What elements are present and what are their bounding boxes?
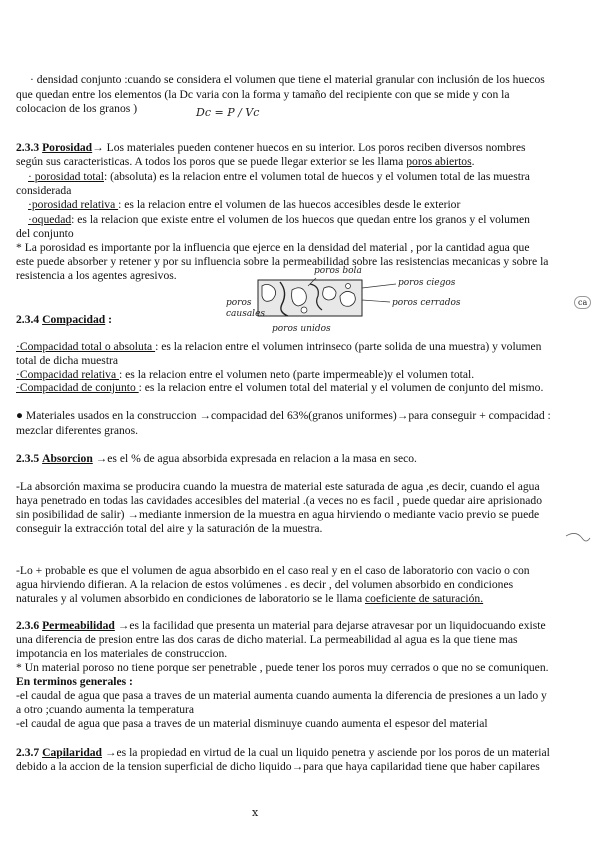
permeabilidad-line-7: a otro ;cuando aumenta la temperatura <box>16 703 195 716</box>
permeabilidad-line-3: impotancia en los materiales de construccion. <box>16 647 228 660</box>
absorcion-line-4: conseguir la extracción total del aire y la saturación de la muestra. <box>16 522 323 535</box>
porosity-sketch <box>256 276 366 320</box>
section-2-3-3-heading: 2.3.3 Porosidad→ Los materiales pueden contener huecos en su interior. Los poros reciben diversos nombres <box>16 141 526 154</box>
margin-squiggle <box>564 528 592 548</box>
porosidad-total-line: · porosidad total: (absoluta) es la relacion entre el volumen total de huecos y el volumen total de las muestra <box>28 170 530 183</box>
section-2-3-4-heading: 2.3.4 Compacidad : <box>16 313 112 326</box>
materiales-bullet-1: ● Materiales usados en la construccion →compacidad del 63%(granos uniformes)→para conseguir + compacidad : <box>16 409 551 422</box>
label-poros-unidos: poros unidos <box>272 324 331 334</box>
label-poros-cerrados: poros cerrados <box>392 298 461 308</box>
absorcion-line-1: -La absorción maxima se producira cuando la muestra de material este saturada de agua ,es decir, cuando el agua <box>16 480 540 493</box>
porosidad-line-2: según sus caracteristicas. A todos los poros que se puede llegar exterior se les llama poros abiertos. <box>16 155 475 168</box>
permeabilidad-line-2: una diferencia de presion entre las dos caras de dicho material. La permeabilidad al agua es la que tiene mas <box>16 633 518 646</box>
compacidad-conjunto-line: ·Compacidad de conjunto : es la relacion entre el volumen total del material y el volumen de conjunto del mismo. <box>16 381 544 394</box>
formula-handwritten: Dc = P / Vc <box>196 106 260 119</box>
porosidad-relativa-line: ·porosidad relativa : es la relacion entre el volumen de las huecos accesibles desde le exterior <box>28 198 461 211</box>
compacidad-total-line: ·Compacidad total o absoluta : es la relacion entre el volumen intrinseco (parte solida de una muestra) y volumen <box>16 340 542 353</box>
section-2-3-5-heading: 2.3.5 Absorcion →es el % de agua absorbida expresada en relacion a la masa en seco. <box>16 452 417 465</box>
porosidad-line-7: del conjunto <box>16 227 74 240</box>
oquedad-line: ·oquedad: es la relacion que existe entre el volumen de los huecos que quedan entre los granos y el volumen <box>28 213 530 226</box>
label-poros-causales: poros causales <box>226 298 266 319</box>
footer-mark: x <box>252 806 259 819</box>
compacidad-relativa-line: ·Compacidad relativa : es la relacion entre el volumen neto (parte impermeable)y el volumen total. <box>16 368 475 381</box>
porosidad-line-10: resistencia a los agentes agresivos. <box>16 269 177 282</box>
porosidad-line-9: este puede absorber y retener y por su influencia sobre la permeabilidad sobre las resistencias mecanicas y sobre la <box>16 255 549 268</box>
materiales-bullet-2: mezclar diferentes granos. <box>16 424 138 437</box>
absorcion-line-6: agua hirviendo difieran. A la relacion de estos volúmenes . es decir , del volumen absorbido en condiciones <box>16 578 514 591</box>
section-2-3-6-heading: 2.3.6 Permeabilidad →es la facilidad que presenta un material para dejarse atravesar por un liquidocuando existe <box>16 619 546 632</box>
permeabilidad-line-6: -el caudal de agua que pasa a traves de un material aumenta cuando aumenta la diferencia de presiones a un lado y <box>16 689 547 702</box>
absorcion-line-7: naturales y al volumen absorbido en condiciones de laboratorio se le llama coeficiente de saturación. <box>16 592 484 605</box>
corner-stamp: ca <box>574 296 591 309</box>
permeabilidad-line-4: * Un material poroso no tiene porque ser penetrable , puede tener los poros muy cerrados o que no se comuniquen. <box>16 661 549 674</box>
absorcion-line-5: -Lo + probable es que el volumen de agua absorbido en el caso real y en el caso de laboratorio con vacio o con <box>16 564 530 577</box>
density-line-2: que quedan entre los elementos (la Dc varia con la forma y tamaño del recipiente con que se mide y con la <box>16 88 510 101</box>
density-line-3: colocacion de los granos ) <box>16 102 138 115</box>
annotation-lines <box>360 282 400 306</box>
capilaridad-line-2: debido a la accion de la tension superficial de dicho liquido→para que haya capilaridad tiene que haber capilares <box>16 760 540 773</box>
porosidad-line-8: * La porosidad es importante por la influencia que ejerce en la densidad del material , por la cantidad agua que <box>16 241 530 254</box>
permeabilidad-terminos: En terminos generales : <box>16 675 133 688</box>
absorcion-line-3: sin posibilidad de salir) →mediante inmersion de la muestra en agua hirviendo o mediante vacio previo se puede <box>16 508 540 521</box>
density-line-1: · densidad conjunto :cuando se considera el volumen que tiene el material granular con inclusión de los huecos <box>30 73 545 86</box>
label-poros-ciegos: poros ciegos <box>398 278 456 288</box>
absorcion-line-2: haya penetrado en todas las cavidades accesibles del material .(a veces no es facil , puede quedar aire aprisionado <box>16 494 542 507</box>
porosidad-line-4: considerada <box>16 184 72 197</box>
label-poros-bola: poros bola <box>314 266 362 276</box>
compacidad-line-2: total de dicha muestra <box>16 354 119 367</box>
permeabilidad-line-8: -el caudal de agua que pasa a traves de un material disminuye cuando aumenta el espesor del material <box>16 717 488 730</box>
section-2-3-7-heading: 2.3.7 Capilaridad →es la propiedad en virtud de la cual un liquido penetra y asciende por los poros de un material <box>16 746 550 759</box>
